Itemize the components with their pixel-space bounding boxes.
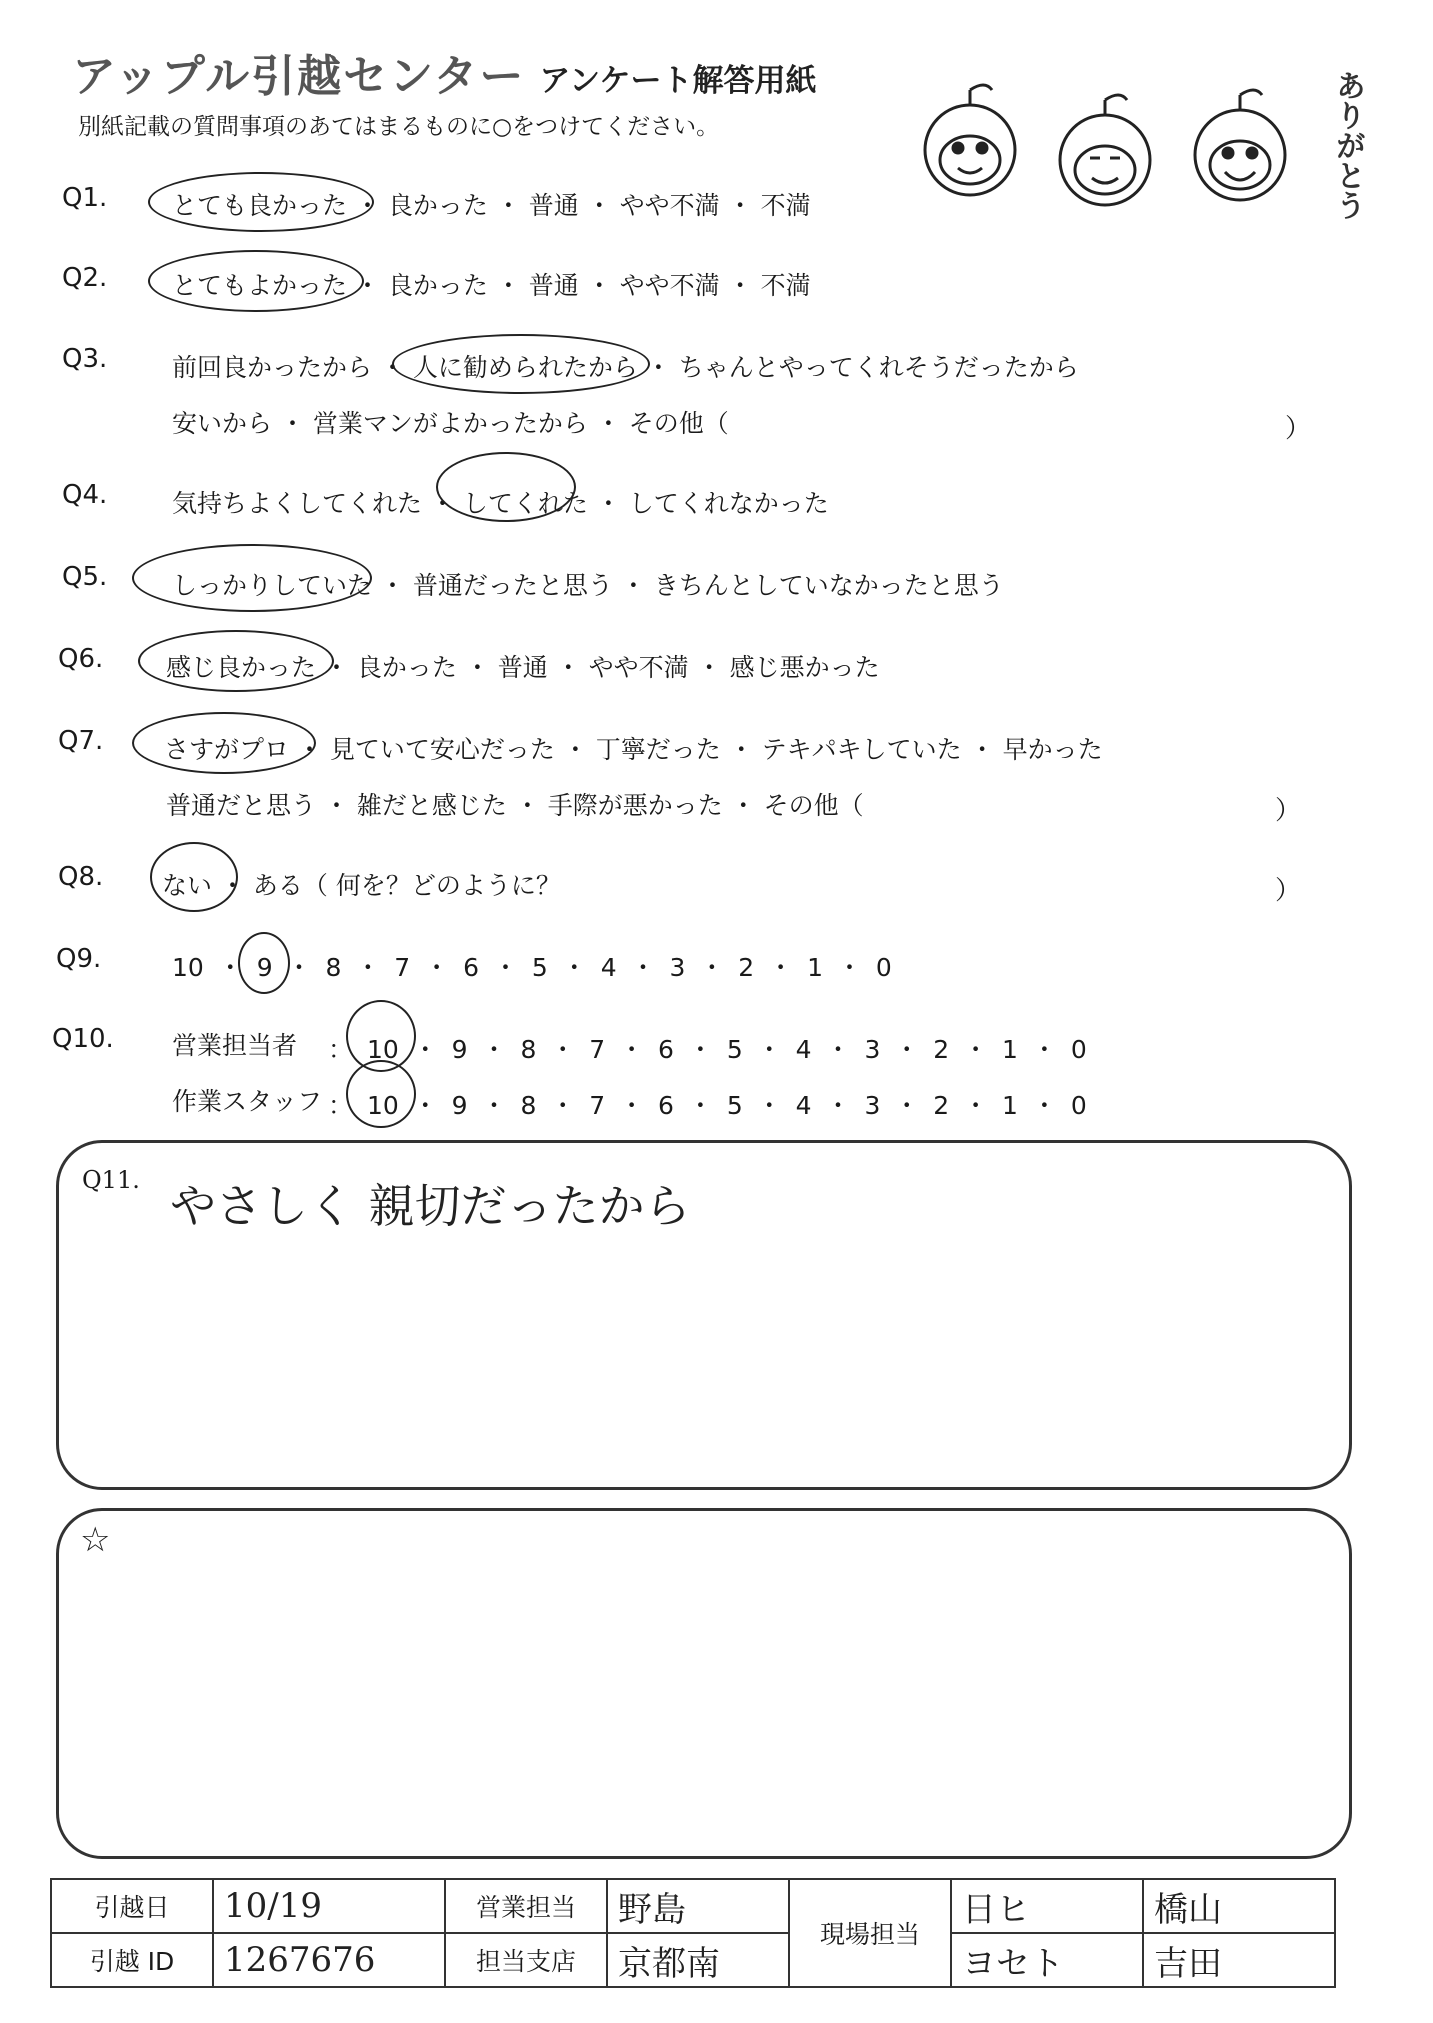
- q5-label: Q5.: [62, 562, 108, 592]
- q6-answer-circle: [138, 630, 334, 692]
- q2-answer-circle: [148, 250, 364, 312]
- company-title: アップル引越センター: [72, 51, 526, 102]
- branch-value: 京都南: [607, 1933, 789, 1987]
- move-date-label: 引越日: [51, 1879, 213, 1933]
- q2-options: とてもよかった ・ 良かった ・ 普通 ・ やや不満 ・ 不満: [172, 271, 811, 300]
- page-title: [72, 40, 817, 104]
- q7-label: Q7.: [58, 726, 104, 756]
- q11-handwritten-answer: やさしく 親切だったから: [170, 1179, 691, 1233]
- site-label: 現場担当: [789, 1879, 951, 1987]
- q4-options: 気持ちよくしてくれた ・ してくれた ・ してくれなかった: [172, 489, 829, 518]
- q3-label: Q3.: [62, 344, 108, 374]
- q7-answer-circle: [132, 712, 316, 774]
- q6-options: 感じ良かった ・ 良かった ・ 普通 ・ やや不満 ・ 感じ悪かった: [166, 653, 880, 682]
- q8-label: Q8.: [58, 862, 104, 892]
- q3-answer-circle: [392, 334, 650, 394]
- q4-label: Q4.: [62, 480, 108, 510]
- q1-answer-circle: [148, 172, 374, 232]
- monkey-mascot-icon: [900, 60, 1320, 240]
- q4-answer-circle: [436, 452, 576, 522]
- q10-staff-answer-circle: [346, 1060, 416, 1128]
- q9-label: Q9.: [56, 944, 102, 974]
- site-staff-3: ヨセト: [951, 1933, 1143, 1987]
- q9-options: 10 ・ 9 ・ 8 ・ 7 ・ 6 ・ 5 ・ 4 ・ 3 ・ 2 ・ 1 ・ 0: [172, 953, 892, 982]
- sales-label: 営業担当: [445, 1879, 607, 1933]
- move-id-value: 1267676: [213, 1933, 445, 1987]
- q10-staff-options: ： 10 ・ 9 ・ 8 ・ 7 ・ 6 ・ 5 ・ 4 ・ 3 ・ 2 ・ 1 ・ 0: [328, 1091, 1087, 1120]
- q7-options-line2: 普通だと思う ・ 雑だと感じた ・ 手際が悪かった ・ その他（: [166, 791, 864, 820]
- q9-answer-circle: [238, 932, 290, 994]
- site-staff-4: 吉田: [1143, 1933, 1335, 1987]
- q3-options-line2: 安いから ・ 営業マンがよかったから ・ その他（: [172, 409, 729, 438]
- thanks-text: ありがとう: [1330, 70, 1365, 220]
- q1-options: とても良かった ・ 良かった ・ 普通 ・ やや不満 ・ 不満: [172, 191, 811, 220]
- star-icon: ☆: [80, 1520, 111, 1560]
- site-staff-2: 橋山: [1143, 1879, 1335, 1933]
- q10-sales-label: 営業担当者: [172, 1031, 298, 1060]
- form-subtitle: アンケート解答用紙: [539, 63, 817, 99]
- move-info-table: [50, 1878, 1336, 1988]
- q8-answer-circle: [150, 842, 238, 912]
- sales-value: 野島: [607, 1879, 789, 1933]
- q10-staff-label: 作業スタッフ: [172, 1087, 323, 1116]
- q5-options: しっかりしていた ・ 普通だったと思う ・ きちんとしていなかったと思う: [172, 571, 1004, 600]
- q8-close-paren: ）: [1275, 876, 1302, 906]
- site-staff-1: 日ヒ: [951, 1879, 1143, 1933]
- q11-label: Q11.: [82, 1166, 140, 1194]
- free-comment-box: [56, 1508, 1352, 1859]
- q5-answer-circle: [132, 544, 372, 612]
- q2-label: Q2.: [62, 263, 108, 293]
- branch-label: 担当支店: [445, 1933, 607, 1987]
- move-date-value: 10/19: [213, 1879, 445, 1933]
- q10-label: Q10.: [52, 1024, 114, 1054]
- q3-options-line1: 前回良かったから ・ 人に勧められたから ・ ちゃんとやってくれそうだったから: [172, 353, 1079, 382]
- q8-options: ない ・ ある（ 何を？どのように？: [162, 871, 561, 900]
- q10-sales-options: ： 10 ・ 9 ・ 8 ・ 7 ・ 6 ・ 5 ・ 4 ・ 3 ・ 2 ・ 1 ・ 0: [328, 1035, 1087, 1064]
- q1-label: Q1.: [62, 183, 108, 213]
- q6-label: Q6.: [58, 644, 104, 674]
- move-id-label: 引越 ID: [51, 1933, 213, 1987]
- instruction-text: 別紙記載の質問事項のあてはまるものに○をつけてください。: [78, 114, 720, 140]
- q7-close-paren: ）: [1275, 796, 1302, 826]
- q3-close-paren: ）: [1285, 414, 1312, 444]
- q7-options-line1: さすがプロ ・ 見ていて安心だった ・ 丁寧だった ・ テキパキしていた ・ 早かった: [164, 735, 1103, 764]
